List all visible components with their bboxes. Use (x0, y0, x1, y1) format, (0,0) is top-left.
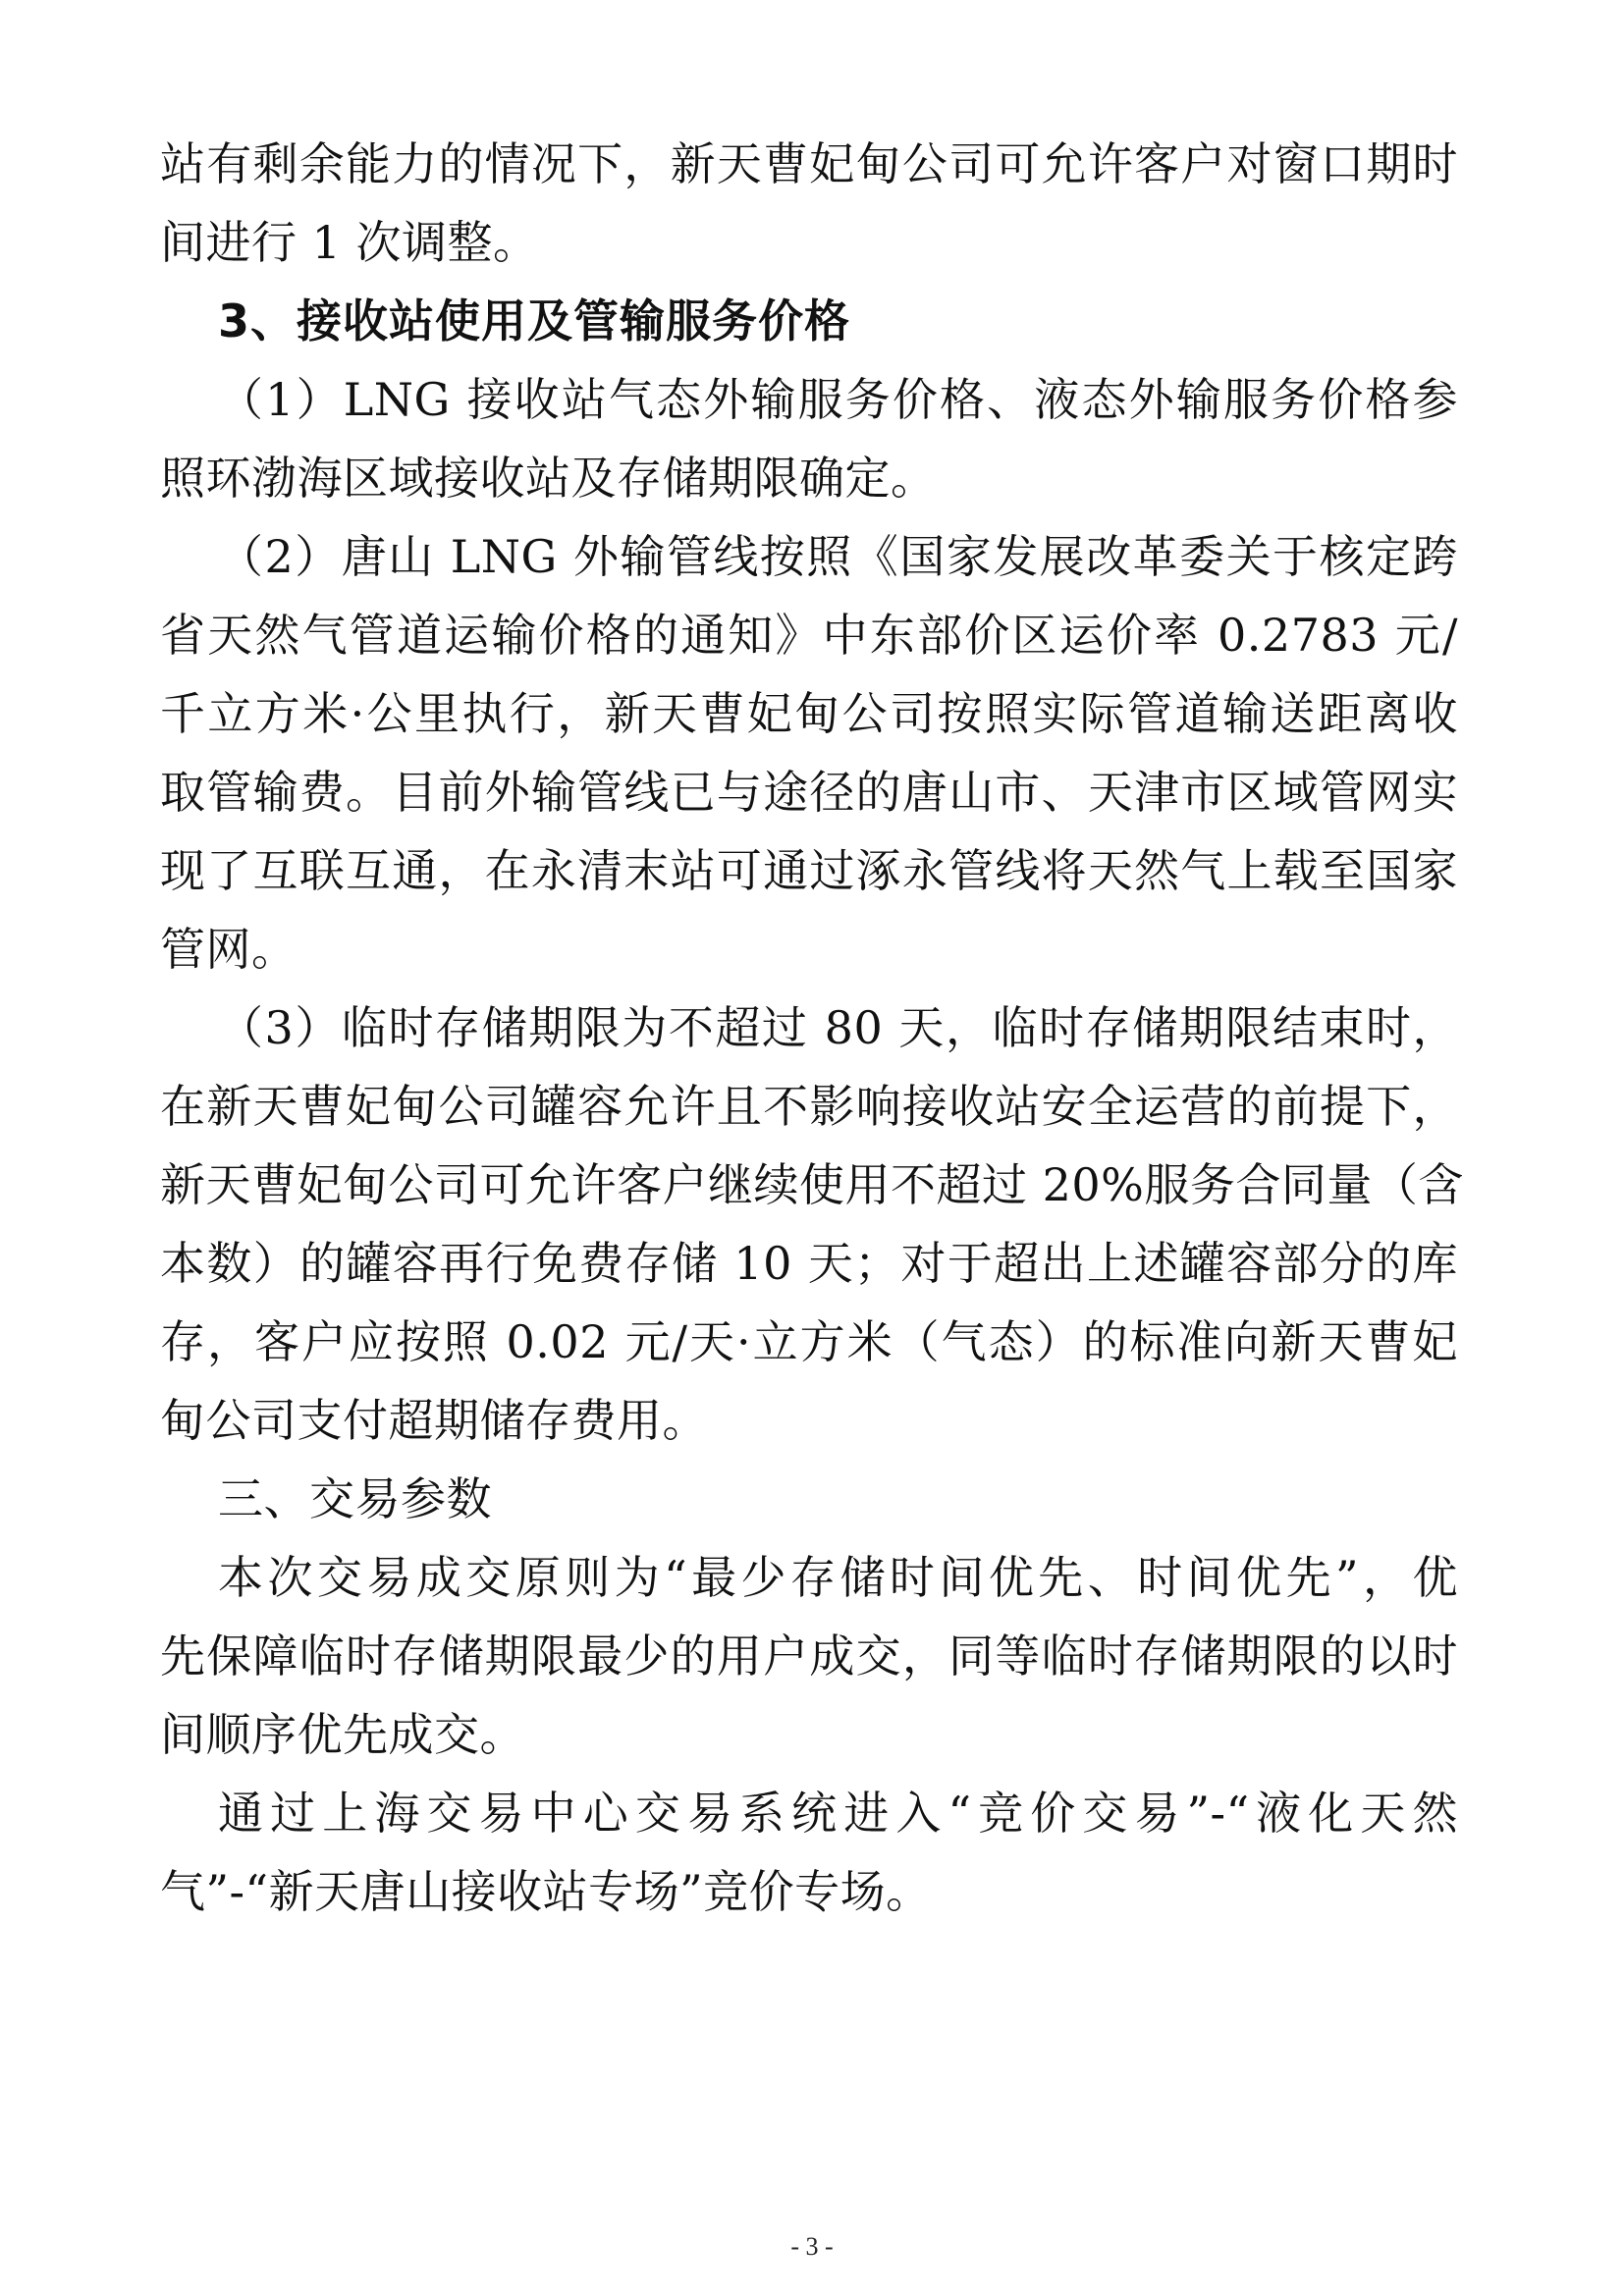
section-heading: 3、接收站使用及管输服务价格 (218, 294, 851, 347)
paragraph-line: （1）LNG 接收站气态外输服务价格、液态外输服务价格参 (218, 373, 1458, 426)
paragraph-line: 在新天曹妃甸公司罐容允许且不影响接收站安全运营的前提下， (160, 1080, 1458, 1133)
paragraph-line: 取管输费。目前外输管线已与途径的唐山市、天津市区域管网实 (160, 766, 1458, 819)
paragraph-line: 先保障临时存储期限最少的用户成交，同等临时存储期限的以时 (160, 1629, 1458, 1682)
paragraph-line: 间进行 1 次调整。 (160, 216, 539, 269)
paragraph-line: 甸公司支付超期储存费用。 (160, 1394, 708, 1447)
paragraph-line: （2）唐山 LNG 外输管线按照《国家发展改革委关于核定跨 (218, 530, 1458, 583)
paragraph-line: 存，客户应按照 0.02 元/天·立方米（气态）的标准向新天曹妃 (160, 1315, 1458, 1368)
paragraph-line: 站有剩余能力的情况下，新天曹妃甸公司可允许客户对窗口期时 (160, 137, 1458, 190)
paragraph-line: 气”-“新天唐山接收站专场”竞价专场。 (160, 1865, 932, 1918)
paragraph-line: 管网。 (160, 923, 298, 976)
page-number: - 3 - (790, 2232, 834, 2261)
paragraph-line: 新天曹妃甸公司可允许客户继续使用不超过 20%服务合同量（含 (160, 1158, 1464, 1211)
paragraph-line: 千立方米·公里执行，新天曹妃甸公司按照实际管道输送距离收 (160, 687, 1458, 740)
section-heading: 三、交易参数 (218, 1472, 492, 1525)
paragraph-line: 照环渤海区域接收站及存储期限确定。 (160, 452, 937, 505)
paragraph-line: 通过上海交易中心交易系统进入“竞价交易”-“液化天然 (218, 1787, 1458, 1840)
paragraph-line: 本数）的罐容再行免费存储 10 天；对于超出上述罐容部分的库 (160, 1237, 1458, 1290)
paragraph-line: 本次交易成交原则为“最少存储时间优先、时间优先”，优 (218, 1551, 1458, 1604)
paragraph-line: 间顺序优先成交。 (160, 1708, 525, 1761)
paragraph-line: 省天然气管道运输价格的通知》中东部价区运价率 0.2783 元/ (160, 609, 1458, 662)
paragraph-line: （3）临时存储期限为不超过 80 天，临时存储期限结束时， (218, 1001, 1458, 1054)
paragraph-line: 现了互联互通，在永清末站可通过涿永管线将天然气上载至国家 (160, 844, 1458, 897)
